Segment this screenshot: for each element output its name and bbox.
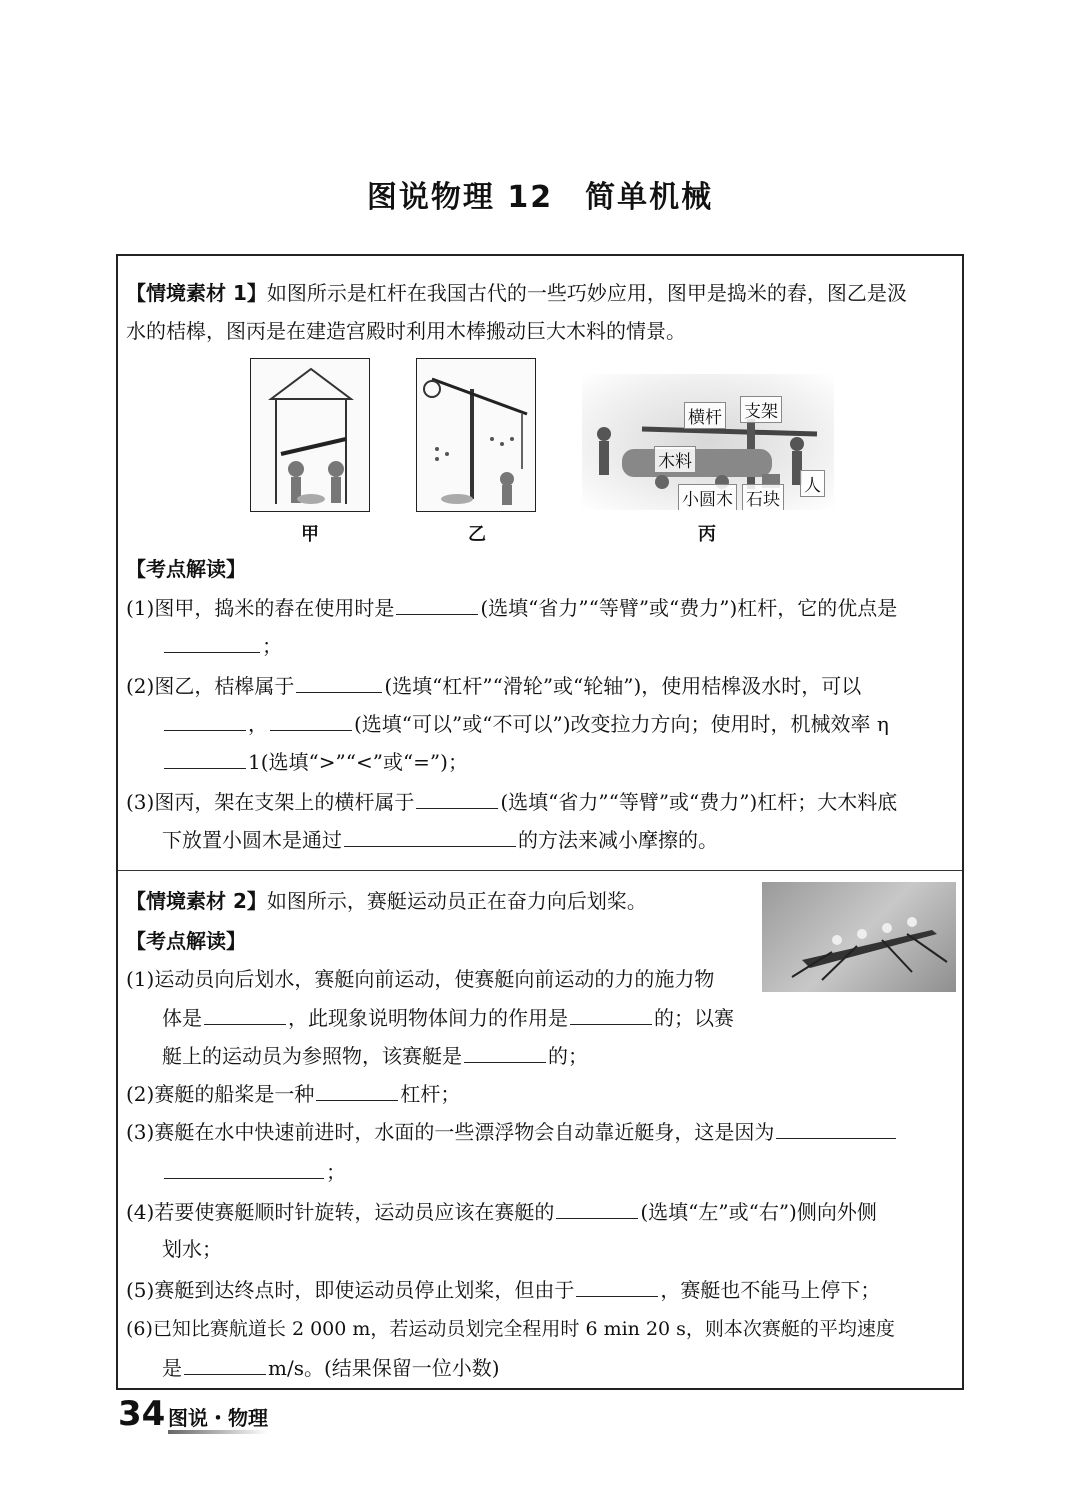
caption-jia: 甲 bbox=[301, 524, 319, 545]
answer-blank[interactable] bbox=[164, 1158, 324, 1179]
figure-bing-illustration bbox=[582, 374, 834, 510]
s1-q3-line1: (3)图丙，架在支架上的横杆属于 (选填“省力”“等臂”或“费力”)杠杆；大木料底 bbox=[126, 790, 898, 814]
label-wood: 木料 bbox=[654, 446, 696, 473]
answer-blank[interactable] bbox=[396, 594, 478, 615]
answer-blank[interactable] bbox=[344, 826, 516, 847]
section1-analysis-heading: 【考点解读】 bbox=[126, 557, 246, 581]
page-title: 图说物理 12 简单机械 bbox=[366, 180, 714, 215]
section-divider bbox=[118, 870, 962, 871]
s1-q2-line1: (2)图乙，桔槔属于 (选填“杠杆”“滑轮”或“轮轴”)，使用桔槔汲水时，可以 bbox=[126, 674, 862, 698]
page-number: 34 bbox=[118, 1394, 166, 1434]
answer-blank[interactable] bbox=[416, 788, 498, 809]
section1-intro-line1: 【情境素材 1】如图所示是杠杆在我国古代的一些巧妙应用，图甲是捣米的舂，图乙是汲 bbox=[126, 281, 907, 305]
s2-q1-line1: (1)运动员向后划水，赛艇向前运动，使赛艇向前运动的力的施力物 bbox=[126, 967, 715, 991]
footer-decor-bar bbox=[168, 1430, 268, 1434]
rowing-boat-icon bbox=[762, 882, 956, 992]
answer-blank[interactable] bbox=[270, 710, 352, 731]
content-frame bbox=[116, 254, 964, 1390]
answer-blank[interactable] bbox=[164, 632, 260, 653]
answer-blank[interactable] bbox=[776, 1118, 896, 1139]
s1-q2-line3: 1(选填“>”“<”或“=”)； bbox=[162, 748, 468, 775]
section2-tag: 【情境素材 2】 bbox=[126, 889, 267, 913]
s2-q5-line: (5)赛艇到达终点时，即使运动员停止划桨，但由于 ，赛艇也不能马上停下； bbox=[126, 1278, 881, 1302]
section2-analysis-heading: 【考点解读】 bbox=[126, 929, 246, 953]
section2-intro: 【情境素材 2】如图所示，赛艇运动员正在奋力向后划桨。 bbox=[126, 889, 647, 913]
well-sweep-illustration-icon bbox=[417, 359, 535, 511]
s1-q3-line2: 下放置小圆木是通过 的方法来减小摩擦的。 bbox=[162, 828, 718, 852]
s1-q1-line1: (1)图甲，捣米的舂在使用时是 (选填“省力”“等臂”或“费力”)杠杆，它的优点是 bbox=[126, 596, 898, 620]
answer-blank[interactable] bbox=[204, 1004, 286, 1025]
mortar-illustration-icon bbox=[251, 359, 369, 511]
label-stone: 石块 bbox=[742, 484, 784, 510]
caption-bing: 丙 bbox=[698, 524, 716, 545]
s2-q6-line2: 是 m/s。(结果保留一位小数) bbox=[162, 1356, 500, 1380]
label-person: 人 bbox=[800, 470, 825, 497]
label-lever: 横杆 bbox=[684, 402, 726, 429]
answer-blank[interactable] bbox=[164, 710, 246, 731]
s2-q3-line1: (3)赛艇在水中快速前进时，水面的一些漂浮物会自动靠近艇身，这是因为 bbox=[126, 1118, 898, 1145]
s2-q2-line: (2)赛艇的船桨是一种 杠杆； bbox=[126, 1082, 461, 1106]
label-support: 支架 bbox=[740, 396, 782, 423]
caption-yi: 乙 bbox=[468, 524, 486, 545]
answer-blank[interactable] bbox=[576, 1276, 658, 1297]
answer-blank[interactable] bbox=[164, 748, 246, 769]
s2-q6-line1: (6)已知比赛航道长 2 000 m，若运动员划完全程用时 6 min 20 s，则本次赛艇的平均速度 bbox=[126, 1318, 895, 1340]
s2-q4-line1: (4)若要使赛艇顺时针旋转，运动员应该在赛艇的 (选填“左”或“右”)侧向外侧 bbox=[126, 1200, 877, 1224]
figure-yi-illustration bbox=[416, 358, 536, 512]
figure-jia-illustration bbox=[250, 358, 370, 512]
label-roller: 小圆木 bbox=[678, 484, 737, 510]
s1-q1-line2: ； bbox=[162, 632, 282, 659]
answer-blank[interactable] bbox=[556, 1198, 638, 1219]
book-name: 图说・物理 bbox=[168, 1406, 268, 1430]
rowing-photo bbox=[762, 882, 956, 992]
s2-q1-line3: 艇上的运动员为参照物，该赛艇是 的； bbox=[162, 1044, 588, 1068]
s2-q1-line2: 体是 ，此现象说明物体间力的作用是 的；以赛 bbox=[162, 1006, 734, 1030]
s2-q3-line2: ； bbox=[162, 1158, 346, 1185]
answer-blank[interactable] bbox=[184, 1354, 266, 1375]
answer-blank[interactable] bbox=[296, 672, 382, 693]
answer-blank[interactable] bbox=[316, 1080, 398, 1101]
section1-tag: 【情境素材 1】 bbox=[126, 281, 267, 305]
answer-blank[interactable] bbox=[570, 1004, 652, 1025]
s1-q2-line2: ， (选填“可以”或“不可以”)改变拉力方向；使用时，机械效率 η bbox=[162, 710, 889, 737]
section1-intro-line2: 水的桔槔，图丙是在建造宫殿时利用木棒搬动巨大木料的情景。 bbox=[126, 319, 686, 343]
answer-blank[interactable] bbox=[464, 1042, 546, 1063]
s2-q4-line2: 划水； bbox=[162, 1237, 222, 1261]
